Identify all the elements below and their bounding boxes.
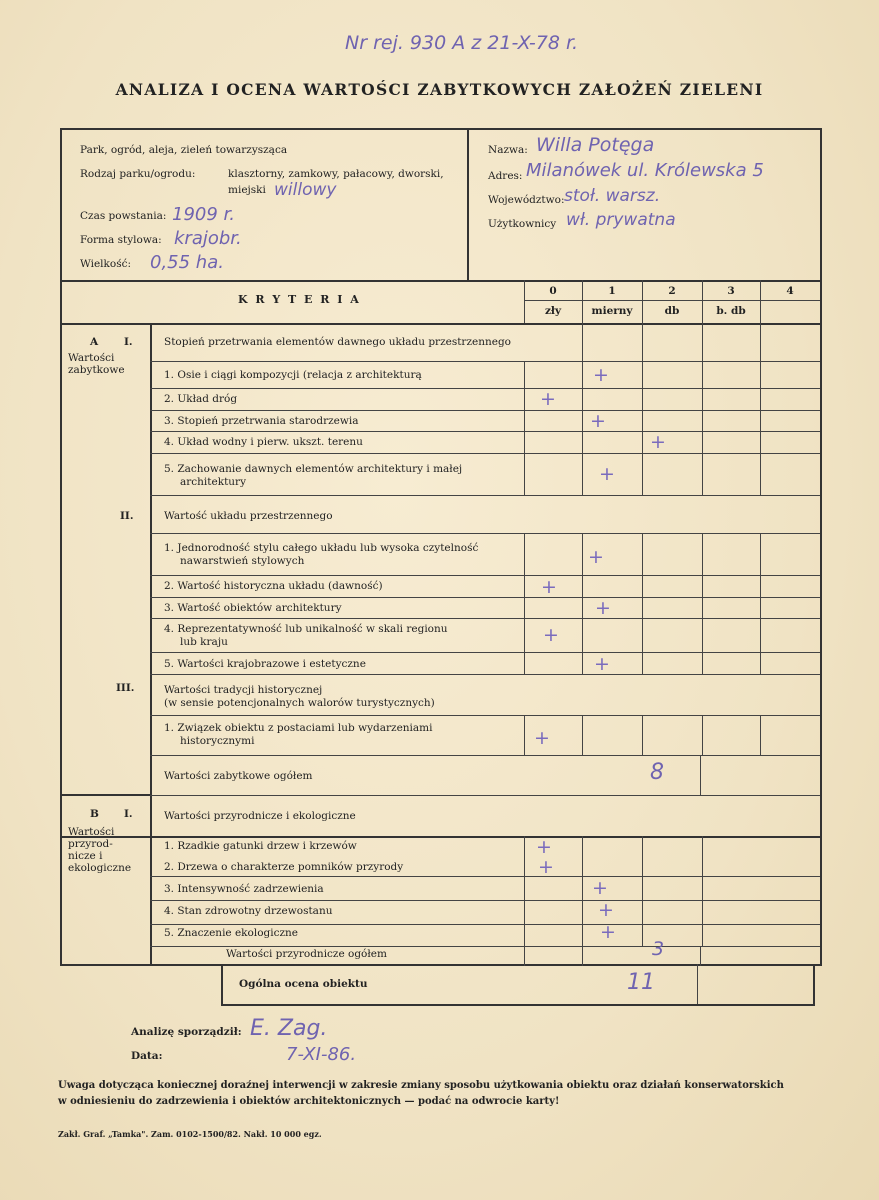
grid-line [582,715,583,755]
row-line [150,495,820,496]
section-a-group-1-number: I. [124,336,133,348]
address-value: Milanówek ul. Królewska 5 [526,160,764,181]
row-line [150,533,820,534]
group-2-item-2: 2. Wartość historyczna układu (dawność) [164,580,383,592]
date-label: Data: [131,1050,163,1062]
object-type-label: Park, ogród, aleja, zieleń towarzysząca [80,144,288,156]
date-value: 7-XI-86. [286,1044,357,1065]
prepared-by-signature: E. Zag. [250,1016,328,1041]
row-line [150,361,820,362]
users-label: Użytkownicy [488,218,557,230]
group-2-title: Wartość układu przestrzennego [164,510,333,522]
group-3-item-1: 1. Związek obiektu z postaciami lub wydarzeniami [164,722,433,734]
grid-line [760,715,761,755]
grid-line [524,715,525,755]
evaluation-form [60,128,822,966]
grid-line [702,715,703,755]
row-line [150,575,820,576]
creation-time-value: 1909 r. [172,204,235,225]
grid-line [697,964,698,1004]
mark-b-4: + [598,899,614,921]
mark-a1-1: + [593,364,609,386]
section-b-title-2: przyrod- [68,838,113,850]
score-2-label: db [664,305,680,317]
section-b-letter: B [90,808,99,820]
row-line [150,410,820,411]
row-line [150,453,820,454]
nature-item-5: 5. Znaczenie ekologiczne [164,927,299,939]
mark-a2-2: + [541,576,557,598]
nature-item-3: 3. Intensywność zadrzewienia [164,883,324,895]
park-kind-options: klasztorny, zamkowy, pałacowy, dworski, [228,168,444,180]
nature-item-1: 1. Rzadkie gatunki drzew i krzewów [164,840,357,852]
row-line [150,795,820,796]
section-a-title: Wartości zabytkowe [68,352,125,376]
nature-item-4: 4. Stan zdrowotny drzewostanu [164,905,333,917]
note-line-2: w odniesieniu do zadrzewienia i obiektów architektonicznych — podać na odwrocie karty! [58,1096,560,1107]
group-2-item-1-cont: nawarstwień stylowych [180,555,305,567]
nature-value-total-label: Wartości przyrodnicze ogółem [226,948,387,960]
size-value: 0,55 ha. [150,252,224,273]
section-a-group-2-number: II. [120,510,134,522]
category-column-line [150,323,152,966]
row-line [150,388,820,389]
a-category-bottom-line [62,794,150,796]
mark-a1-2: + [540,388,556,410]
mark-b-2: + [538,856,554,878]
group-1-item-1: 1. Osie i ciągi kompozycji (relacja z architekturą [164,369,422,381]
score-1-number: 1 [608,285,616,297]
score-1-label: mierny [591,305,633,317]
park-kind-options-2: miejski [228,184,266,196]
creation-time-label: Czas powstania: [80,210,167,222]
row-line [150,715,820,716]
section-b-title-4: ekologiczne [68,862,132,874]
grid-line [642,836,643,946]
name-label: Nazwa: [488,144,528,156]
group-2-item-5: 5. Wartości krajobrazowe i estetyczne [164,658,366,670]
mark-b-3: + [592,877,608,899]
mark-a2-5: + [594,653,610,675]
grid-line [702,836,703,946]
score-4-number: 4 [786,285,794,297]
form-title: ANALIZA I OCENA WARTOŚCI ZABYTKOWYCH ZAŁOŻEŃ ZIELENI [115,80,764,99]
mark-a1-4: + [650,431,666,453]
mark-b-5: + [600,921,616,943]
section-b-title-3: nicze i [68,850,103,862]
mark-b-1: + [536,836,552,858]
info-bottom-line [62,280,820,282]
group-3-item-1-cont: historycznymi [180,735,255,747]
group-1-item-4: 4. Układ wodny i pierw. ukszt. terenu [164,436,363,448]
row-line [150,876,820,877]
criteria-header: K R Y T E R I A [238,293,361,306]
overall-evaluation-box [221,964,815,1006]
row-line [150,431,820,432]
grid-line [642,715,643,755]
overall-evaluation-value: 11 [627,970,655,995]
style-form-label: Forma stylowa: [80,234,162,246]
grid-line [700,946,701,966]
address-label: Adres: [488,170,523,182]
group-1-item-2: 2. Układ dróg [164,393,238,405]
row-line [150,900,820,901]
mark-a1-5: + [599,463,615,485]
group-1-item-5: 5. Zachowanie dawnych elementów architektury i małej [164,463,463,475]
group-1-item-5-cont: architektury [180,476,247,488]
info-divider [467,130,469,280]
historic-value-total-label: Wartości zabytkowe ogółem [164,770,313,782]
park-kind-value: willowy [274,180,337,200]
style-form-value: krajobr. [174,228,242,249]
score-0-label: zły [544,305,562,317]
note-line-1: Uwaga dotycząca koniecznej doraźnej interwencji w zakresie zmiany sposobu użytkowania obiektu oraz działań konserwatorskich [58,1080,784,1091]
mark-a3-1: + [534,727,550,749]
overall-evaluation-label: Ogólna ocena obiektu [239,978,368,990]
voivodeship-value: stoł. warsz. [564,186,661,206]
nature-value-total: 3 [652,938,665,960]
row-line [150,618,820,619]
score-header-mid-line [524,300,820,301]
historic-value-total: 8 [650,760,664,785]
group-2-item-1: 1. Jednorodność stylu całego układu lub wysoka czytelność [164,542,479,554]
voivodeship-label: Województwo: [488,194,565,206]
criteria-header-bottom-line [62,323,820,325]
group-2-item-4-cont: lub kraju [180,636,228,648]
section-b-top-line [62,836,820,838]
mark-a2-1: + [588,546,604,568]
grid-line [524,361,525,495]
row-line [150,946,820,947]
print-info: Zakł. Graf. „Tamka". Zam. 0102-1500/82. Nakł. 10 000 egz. [58,1129,322,1139]
group-2-item-4: 4. Reprezentatywność lub unikalność w skali regionu [164,623,448,635]
mark-a1-3: + [590,410,606,432]
registry-note: Nr rej. 930 A z 21-X-78 r. [345,32,579,54]
nature-group-title: Wartości przyrodnicze i ekologiczne [164,810,356,822]
row-line [150,652,820,653]
name-value: Willa Potęga [536,134,655,156]
nature-item-2: 2. Drzewa o charakterze pomników przyrody [164,861,404,873]
prepared-by-label: Analizę sporządził: [131,1026,242,1038]
users-value: wł. prywatna [566,210,676,230]
park-kind-label: Rodzaj parku/ogrodu: [80,168,196,180]
group-1-title: Stopień przetrwania elementów dawnego układu przestrzennego [164,336,511,348]
row-line [150,755,820,756]
group-2-item-3: 3. Wartość obiektów architektury [164,602,342,614]
row-line [150,674,820,675]
score-2-number: 2 [668,285,676,297]
score-3-label: b. db [716,305,746,317]
row-line [150,597,820,598]
score-3-number: 3 [727,285,735,297]
mark-a2-3: + [595,597,611,619]
section-b-title-1: Wartości [68,826,115,838]
section-a-group-3-number: III. [116,682,135,694]
grid-line [700,755,701,795]
section-a-letter: A [90,336,99,348]
row-line [150,924,820,925]
group-3-title: Wartości tradycji historycznej [164,684,323,696]
section-b-number: I. [124,808,133,820]
mark-a2-4: + [543,624,559,646]
size-label: Wielkość: [80,258,132,270]
group-1-item-3: 3. Stopień przetrwania starodrzewia [164,415,359,427]
score-0-number: 0 [549,285,557,297]
group-3-subtitle: (w sensie potencjonalnych walorów turystycznych) [164,697,435,709]
